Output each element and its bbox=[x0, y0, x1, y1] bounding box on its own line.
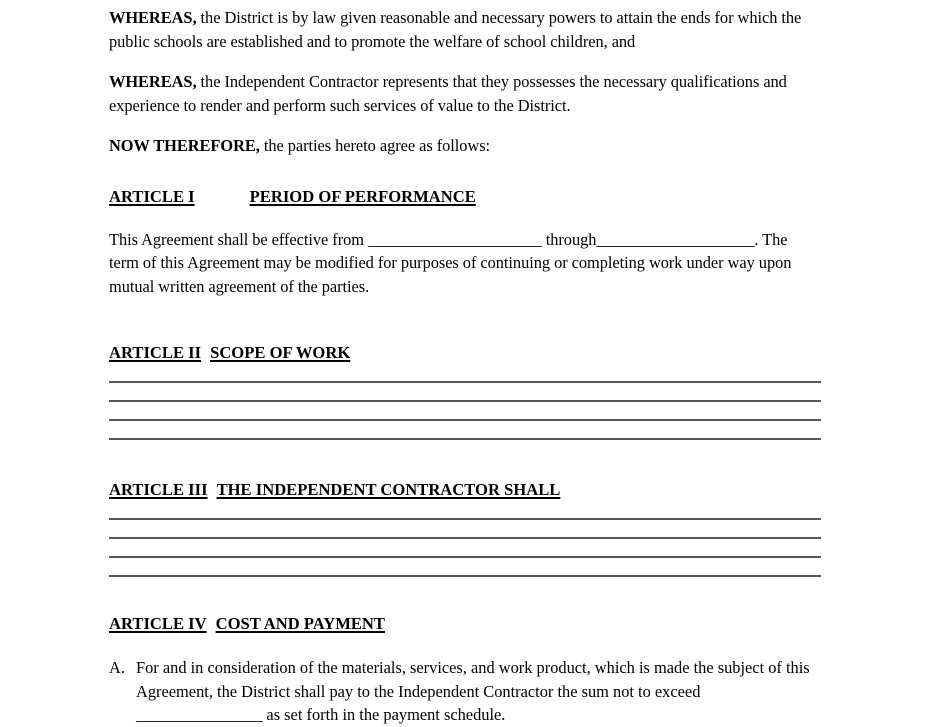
paragraph-lead-in: NOW THEREFORE, bbox=[109, 136, 260, 155]
document-body bbox=[109, 6, 821, 727]
vertical-spacer bbox=[109, 501, 821, 518]
paragraph-now-therefore bbox=[109, 134, 821, 158]
vertical-spacer bbox=[109, 520, 821, 537]
agreement-effective-text: This Agreement shall be effective from bbox=[109, 229, 368, 249]
article-title: COST AND PAYMENT bbox=[215, 614, 385, 633]
through-label: through bbox=[541, 229, 597, 249]
agreement-term-text: . The term of this Agreement may be modified for purposes of continuing or completing work under way upon mutual written agreement of the parties. bbox=[109, 229, 792, 296]
vertical-spacer bbox=[109, 208, 821, 228]
article-label: ARTICLE I bbox=[109, 186, 195, 206]
list-item bbox=[109, 656, 821, 727]
contractor-shall-blank-lines bbox=[109, 501, 821, 577]
list-item-text-after: as set forth in the payment schedule. bbox=[262, 705, 506, 724]
article-heading-1 bbox=[109, 186, 821, 208]
article-title: SCOPE OF WORK bbox=[210, 343, 351, 362]
vertical-spacer bbox=[109, 421, 821, 438]
vertical-spacer bbox=[109, 577, 821, 613]
effective-through-blank[interactable]: ____________________ bbox=[596, 229, 755, 249]
article-title: PERIOD OF PERFORMANCE bbox=[249, 186, 476, 206]
vertical-spacer bbox=[109, 558, 821, 575]
article-title: THE INDEPENDENT CONTRACTOR SHALL bbox=[216, 480, 561, 499]
article-heading-2 bbox=[109, 342, 821, 364]
effective-from-blank[interactable]: ______________________ bbox=[368, 229, 542, 249]
scope-of-work-blank-lines bbox=[109, 364, 821, 440]
list-item-text-before: For and in consideration of the materials, services, and work product, which is made the subject of this Agreement, the District shall pay to the Independent Contractor the sum not to exceed bbox=[136, 658, 810, 701]
sum-not-to-exceed-blank[interactable]: ________________ bbox=[136, 705, 263, 724]
vertical-spacer bbox=[109, 402, 821, 419]
vertical-spacer bbox=[109, 383, 821, 400]
list-item-marker: A. bbox=[109, 658, 125, 677]
paragraph-period-of-performance bbox=[109, 228, 821, 299]
vertical-spacer bbox=[109, 315, 821, 342]
vertical-spacer bbox=[109, 175, 821, 186]
paragraph-text: the parties hereto agree as follows: bbox=[259, 136, 491, 155]
paragraph-whereas-contractor bbox=[109, 70, 821, 117]
vertical-spacer bbox=[109, 635, 821, 656]
paragraph-whereas-district bbox=[109, 6, 821, 53]
paragraph-text: the District is by law given reasonable and necessary powers to attain the ends for which the public schools are established and to promote the welfare of school children, and bbox=[109, 8, 802, 51]
article-label: ARTICLE II bbox=[109, 343, 202, 362]
article-heading-4 bbox=[109, 613, 821, 635]
article-label: ARTICLE IV bbox=[109, 614, 207, 633]
vertical-spacer bbox=[109, 539, 821, 556]
paragraph-text: the Independent Contractor represents that they possesses the necessary qualifications and experience to render and perform such services of value to the District. bbox=[109, 72, 787, 115]
paragraph-lead-in: WHEREAS, bbox=[109, 72, 197, 91]
vertical-spacer bbox=[109, 364, 821, 381]
article-heading-3 bbox=[109, 479, 821, 501]
paragraph-lead-in: WHEREAS, bbox=[109, 8, 197, 27]
vertical-spacer bbox=[109, 440, 821, 479]
article-label: ARTICLE III bbox=[109, 480, 208, 499]
